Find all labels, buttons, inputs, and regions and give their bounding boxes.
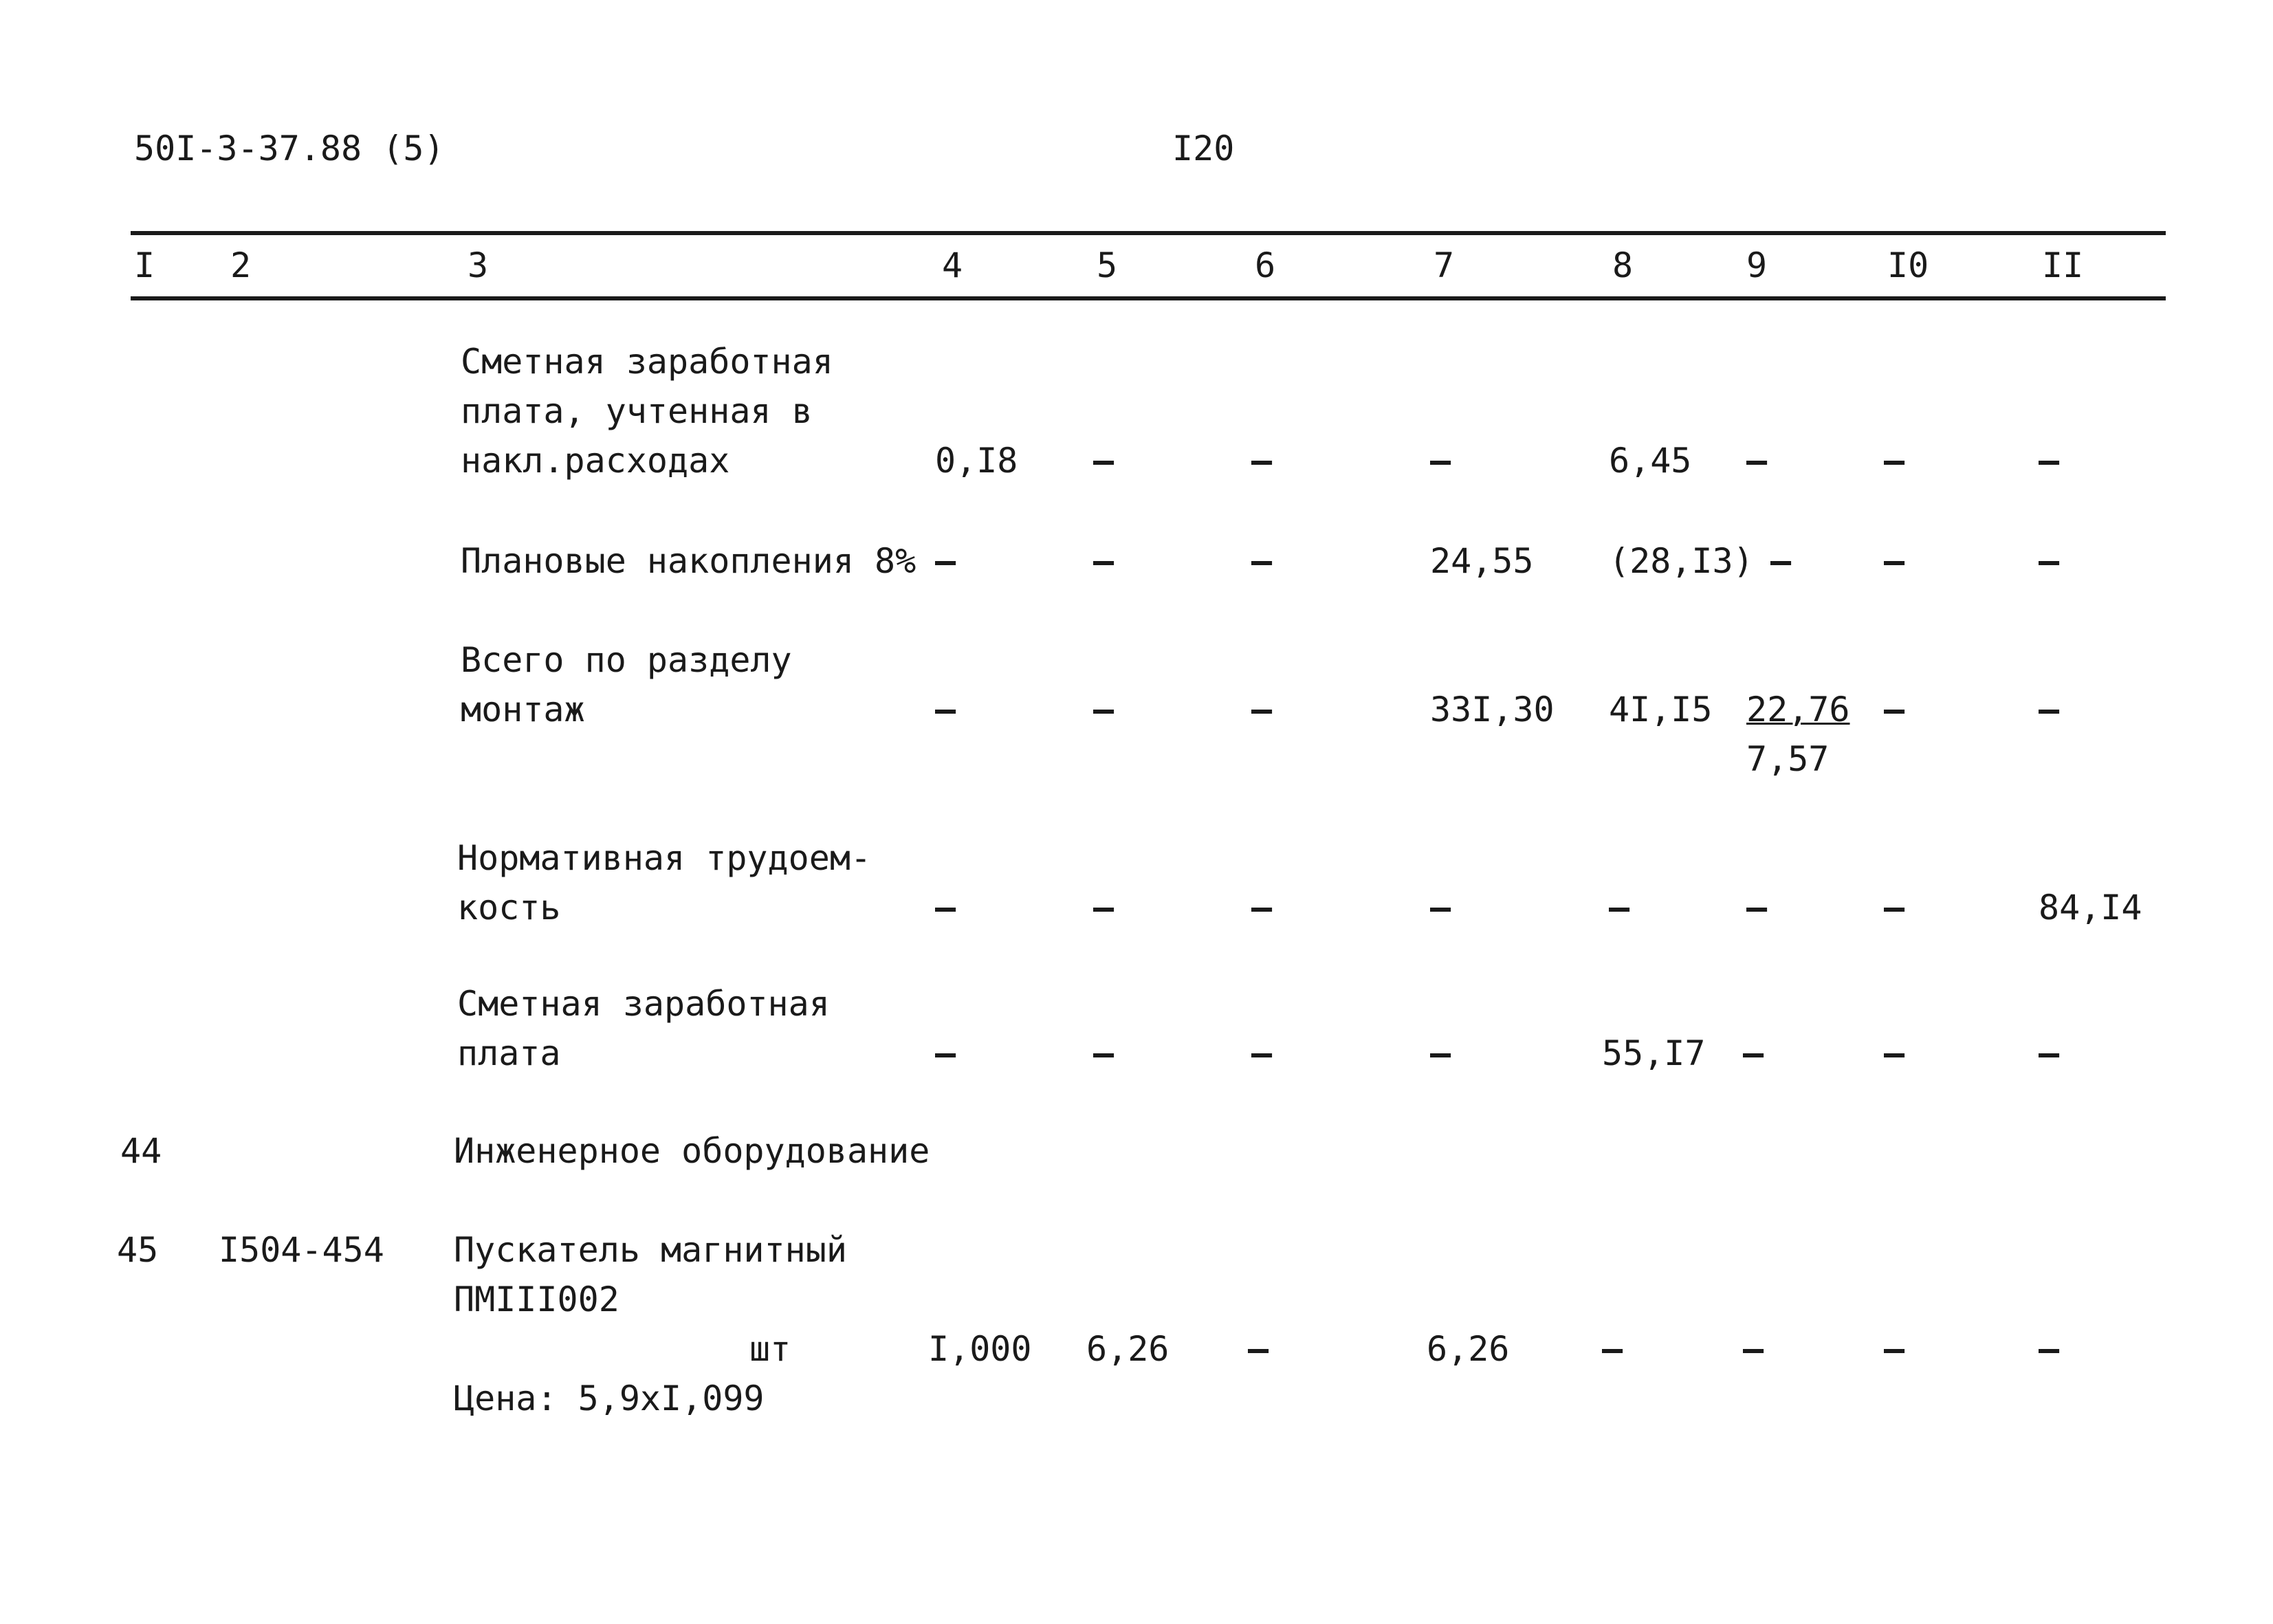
cell-col7: – <box>1430 441 1451 481</box>
col-header-1: I <box>134 245 155 285</box>
cell-col7: 24,55 <box>1430 541 1534 581</box>
cell-col4: – <box>935 888 956 928</box>
row-description-line: Сметная заработная <box>461 342 833 382</box>
cell-col8: 4I,I5 <box>1609 690 1713 729</box>
cell-col9: – <box>1770 541 1792 581</box>
row-description-line: Сметная заработная <box>457 984 830 1024</box>
cell-col4: 0,I8 <box>935 441 1018 481</box>
col-header-3: 3 <box>468 245 489 285</box>
cell-col7: – <box>1430 1033 1451 1073</box>
row-description-line: плата, учтенная в <box>461 391 813 431</box>
cell-col9: – <box>1743 1329 1764 1369</box>
col-header-5: 5 <box>1097 245 1118 285</box>
cell-col11: – <box>2039 1329 2060 1369</box>
cell-col10: – <box>1884 690 1905 729</box>
cell-col9: – <box>1746 888 1768 928</box>
cell-col10: – <box>1884 541 1905 581</box>
cell-col8: (28,I3) <box>1609 541 1754 581</box>
cell-col9-sub: 7,57 <box>1746 739 1830 779</box>
cell-col8: 6,45 <box>1609 441 1692 481</box>
cell-col6: – <box>1251 690 1273 729</box>
cell-col5: – <box>1093 888 1114 928</box>
cell-col10: – <box>1884 441 1905 481</box>
cell-col11: 84,I4 <box>2039 888 2142 928</box>
cell-col11: – <box>2039 1033 2060 1073</box>
col-header-4: 4 <box>942 245 963 285</box>
section-heading: Инженерное оборудование <box>454 1131 930 1171</box>
col-header-9: 9 <box>1746 245 1768 285</box>
cell-col10: – <box>1884 888 1905 928</box>
table-top-rule <box>131 231 2166 235</box>
cell-col10: – <box>1884 1033 1905 1073</box>
cell-col4: – <box>935 541 956 581</box>
cell-col8: 55,I7 <box>1602 1033 1706 1073</box>
cell-col5: – <box>1093 441 1114 481</box>
col-header-10: I0 <box>1887 245 1929 285</box>
row-description-line: Плановые накопления 8% <box>461 541 916 581</box>
row-description-line: плата <box>457 1033 561 1073</box>
row-description-line: ПМIII002 <box>454 1280 619 1319</box>
col-header-6: 6 <box>1255 245 1276 285</box>
cell-col10: – <box>1884 1329 1905 1369</box>
cell-col5: – <box>1093 1033 1114 1073</box>
cell-col11: – <box>2039 541 2060 581</box>
row-code: I504-454 <box>219 1230 384 1270</box>
cell-col9: – <box>1746 441 1768 481</box>
row-number: 44 <box>120 1131 162 1171</box>
cell-col6: – <box>1251 541 1273 581</box>
row-description-line: Всего по разделу <box>461 640 792 680</box>
cell-col11: – <box>2039 441 2060 481</box>
cell-col5: – <box>1093 690 1114 729</box>
document-code: 50I-3-37.88 (5) <box>134 129 445 168</box>
col-header-2: 2 <box>230 245 252 285</box>
page-number: I20 <box>1172 129 1235 168</box>
table-header-rule <box>131 296 2166 300</box>
cell-col6: – <box>1251 441 1273 481</box>
cell-col7: – <box>1430 888 1451 928</box>
cell-col9: – <box>1743 1033 1764 1073</box>
cell-col8: – <box>1602 1329 1623 1369</box>
row-description-line: Нормативная трудоем- <box>457 838 872 878</box>
cell-col7: 33I,30 <box>1430 690 1555 729</box>
col-header-11: II <box>2042 245 2084 285</box>
cell-col11: – <box>2039 690 2060 729</box>
cell-col6: – <box>1251 888 1273 928</box>
cell-col4: – <box>935 1033 956 1073</box>
cell-col6: – <box>1248 1329 1269 1369</box>
cell-col4: – <box>935 690 956 729</box>
price-note: Цена: 5,9хI,099 <box>454 1379 765 1418</box>
cell-col9: 22,76 <box>1746 690 1850 729</box>
cell-col8: – <box>1609 888 1630 928</box>
cell-col5: 6,26 <box>1086 1329 1170 1369</box>
col-header-8: 8 <box>1612 245 1634 285</box>
cell-col7: 6,26 <box>1427 1329 1510 1369</box>
cell-col5: – <box>1093 541 1114 581</box>
cell-col4: I,000 <box>928 1329 1032 1369</box>
row-description-line: монтаж <box>461 690 585 729</box>
cell-col6: – <box>1251 1033 1273 1073</box>
row-unit: шт <box>749 1329 791 1369</box>
col-header-7: 7 <box>1434 245 1455 285</box>
row-description-line: Пускатель магнитный <box>454 1230 847 1270</box>
row-description-line: накл.расходах <box>461 441 730 481</box>
row-description-line: кость <box>457 888 561 928</box>
row-number: 45 <box>117 1230 159 1270</box>
